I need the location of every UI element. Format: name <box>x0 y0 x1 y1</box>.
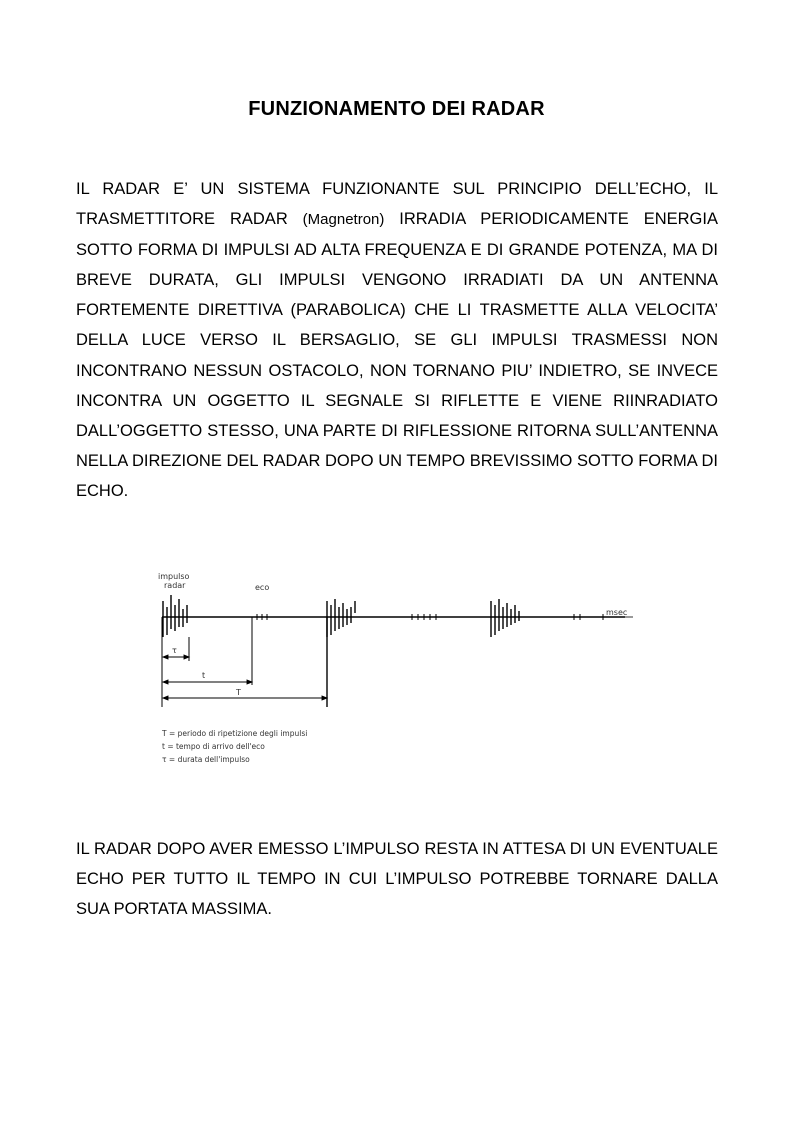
t-dimension <box>163 680 252 684</box>
label-impulse-line2: radar <box>164 581 186 590</box>
magnetron-term: (Magnetron) <box>302 211 385 229</box>
legend-line-1: T = periodo di ripetizione degli impulsi <box>162 729 308 738</box>
legend-line-3: τ = durata dell'impulso <box>162 755 250 764</box>
transmitted-pulse <box>163 595 187 637</box>
label-impulse-line1: impulso <box>158 572 190 581</box>
legend-line-2: t = tempo di arrivo dell'eco <box>162 742 265 751</box>
tau-dimension <box>163 655 189 659</box>
page-title: FUNZIONAMENTO DEI RADAR <box>248 98 545 120</box>
T-dimension <box>163 696 327 700</box>
intro-text-part1: IL RADAR E’ UN SISTEMA FUNZIONANTE SUL PRINCIPIO DELL’ECHO, IL TRASMETTITORE RADAR <box>76 180 718 229</box>
label-time-axis: msec <box>606 608 628 617</box>
radar-pulse-diagram <box>150 565 650 775</box>
label-T: T <box>236 688 241 697</box>
echo-pulse-1 <box>327 599 355 637</box>
intro-paragraph <box>76 174 718 506</box>
closing-paragraph: IL RADAR DOPO AVER EMESSO L’IMPULSO RESTA IN ATTESA DI UN EVENTUALE ECHO PER TUTTO IL TEMPO IN CUI L’IMPULSO POTREBBE TORNARE DALLA SUA PORTATA MASSIMA. <box>76 840 718 919</box>
label-echo: eco <box>255 583 270 592</box>
label-tau: τ <box>172 646 177 655</box>
echo-pulse-2 <box>491 599 519 637</box>
intro-text-part2: IRRADIA PERIODICAMENTE ENERGIA SOTTO FORMA DI IMPULSI AD ALTA FREQUENZA E DI GRANDE POTENZA, MA DI BREVE DURATA, GLI IMPULSI VENGONO IRRADIATI DA UN ANTENNA FORTEMENTE DIRETTIVA (PARABOLICA) CHE LI TRASMETTE ALLA VELOCITA’ DELLA LUCE VERSO IL BERSAGLIO, SE GLI IMPULSI TRASMESSI NON INCONTRANO NESSUN OSTACOLO, NON TORNANO PIU’ INDIETRO, SE INVECE INCONTRA UN OGGETTO IL SEGNALE SI RIFLETTE E VIENE RIINRADIATO DALL’OGGETTO STESSO, UNA PARTE DI RIFLESSIONE RITORNA SULL’ANTENNA NELLA DIREZIONE DEL RADAR DOPO UN TEMPO BREVISSIMO SOTTO FORMA DI ECHO. <box>76 210 718 500</box>
label-t: t <box>202 671 206 680</box>
